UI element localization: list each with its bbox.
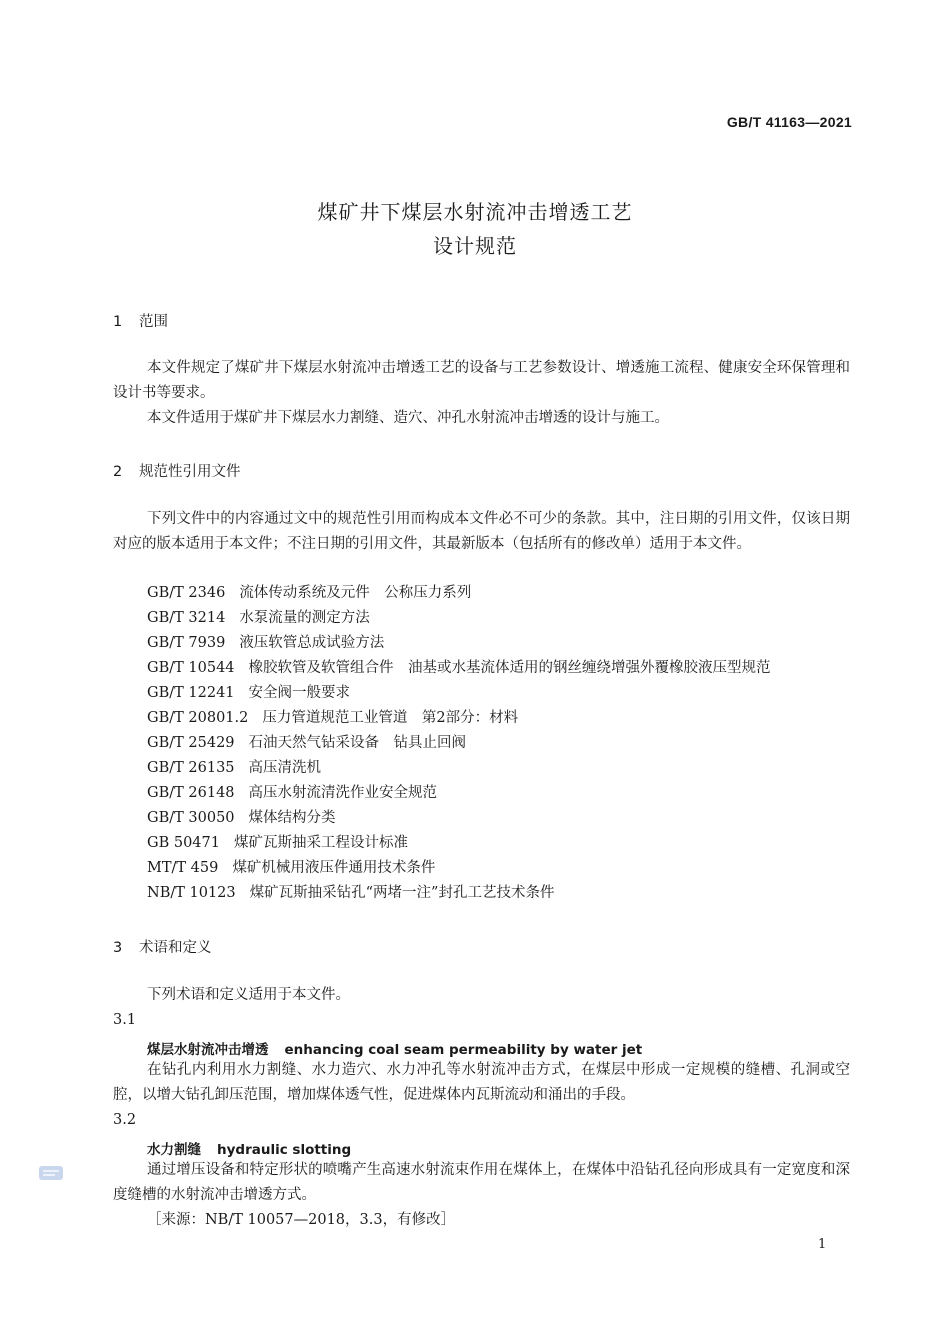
term-en: enhancing coal seam permeability by water jet — [284, 1042, 643, 1058]
reference-item — [147, 856, 435, 881]
reference-item — [147, 781, 437, 806]
reference-title: 压力管道规范工业管道 第2部分：材料 — [262, 710, 519, 726]
reference-item — [147, 881, 554, 906]
reference-code: GB/T 30050 — [147, 810, 235, 826]
reference-item — [147, 581, 471, 606]
section-number: 1 — [113, 314, 123, 330]
reference-code: GB 50471 — [147, 835, 220, 851]
section-1-paragraph-1: 本文件规定了煤矿井下煤层水射流冲击增透工艺的设备与工艺参数设计、增透施工流程、健康安全环保管理和设计书等要求。 — [113, 360, 850, 401]
reference-title: 石油天然气钻采设备 钻具止回阀 — [248, 735, 467, 751]
reference-title: 煤矿机械用液压件通用技术条件 — [232, 860, 436, 876]
reference-code: GB/T 12241 — [147, 685, 235, 701]
reference-code: GB/T 25429 — [147, 735, 235, 751]
term-source-note: ［来源：NB/T 10057—2018，3.3，有修改］ — [147, 1212, 456, 1228]
reference-code: GB/T 20801.2 — [147, 710, 249, 726]
section-1-paragraph-2: 本文件适用于煤矿井下煤层水力割缝、造穴、冲孔水射流冲击增透的设计与施工。 — [147, 410, 669, 426]
document-title-line2: 设计规范 — [433, 234, 517, 258]
reference-item — [147, 706, 518, 731]
reference-item — [147, 731, 466, 756]
reference-title: 高压清洗机 — [248, 760, 322, 776]
clause-number: 3.1 — [113, 1012, 137, 1028]
term-entry — [147, 1038, 642, 1058]
reference-item — [147, 756, 321, 781]
reference-title: 煤矿瓦斯抽采工程设计标准 — [233, 835, 408, 851]
reference-title: 安全阀一般要求 — [248, 685, 351, 701]
section-1-heading — [113, 310, 168, 331]
term-zh: 煤层水射流冲击增透 — [147, 1042, 269, 1058]
clause-number: 3.2 — [113, 1112, 137, 1128]
reference-title: 流体传动系统及元件 公称压力系列 — [239, 585, 472, 601]
section-2-intro: 下列文件中的内容通过文中的规范性引用而构成本文件必不可少的条款。其中，注日期的引用文件，仅该日期对应的版本适用于本文件；不注日期的引用文件，其最新版本（包括所有的修改单）适用于本文件。 — [113, 511, 850, 552]
reference-title: 煤矿瓦斯抽采钻孔“两堵一注”封孔工艺技术条件 — [249, 885, 555, 901]
reference-code: MT/T 459 — [147, 860, 219, 876]
reference-code: GB/T 26135 — [147, 760, 235, 776]
term-entry — [147, 1138, 351, 1158]
section-number: 3 — [113, 940, 123, 956]
term-definition: 通过增压设备和特定形状的喷嘴产生高速水射流束作用在煤体上，在煤体中沿钻孔径向形成具有一定宽度和深度缝槽的水射流冲击增透方式。 — [113, 1162, 850, 1203]
section-3-heading — [113, 936, 212, 957]
term-en: hydraulic slotting — [217, 1142, 352, 1158]
reference-item — [147, 606, 370, 631]
reference-title: 橡胶软管及软管组合件 油基或水基流体适用的钢丝缠绕增强外覆橡胶液压型规范 — [248, 660, 771, 676]
page-number: 1 — [818, 1237, 827, 1252]
reference-item — [147, 656, 771, 681]
reference-code: GB/T 10544 — [147, 660, 235, 676]
term-zh: 水力割缝 — [147, 1142, 201, 1158]
standard-number: GB/T 41163—2021 — [726, 114, 852, 130]
section-title: 术语和定义 — [139, 940, 212, 956]
section-title: 范围 — [139, 314, 168, 330]
reference-title: 液压软管总成试验方法 — [239, 635, 385, 651]
watermark-logo-icon — [38, 1162, 64, 1184]
section-number: 2 — [113, 464, 123, 480]
section-3-intro: 下列术语和定义适用于本文件。 — [147, 987, 350, 1003]
reference-title: 煤体结构分类 — [248, 810, 336, 826]
section-title: 规范性引用文件 — [139, 464, 241, 480]
reference-code: GB/T 7939 — [147, 635, 226, 651]
document-title-line1: 煤矿井下煤层水射流冲击增透工艺 — [317, 200, 633, 224]
reference-code: GB/T 3214 — [147, 610, 226, 626]
section-2-heading — [113, 460, 241, 481]
reference-item — [147, 831, 408, 856]
reference-item — [147, 631, 384, 656]
term-definition: 在钻孔内利用水力割缝、水力造穴、水力冲孔等水射流冲击方式，在煤层中形成一定规模的缝槽、孔洞或空腔，以增大钻孔卸压范围，增加煤体透气性，促进煤体内瓦斯流动和涌出的手段。 — [113, 1062, 850, 1103]
reference-item — [147, 681, 350, 706]
reference-code: GB/T 26148 — [147, 785, 235, 801]
reference-title: 水泵流量的测定方法 — [239, 610, 370, 626]
reference-code: GB/T 2346 — [147, 585, 226, 601]
reference-code: NB/T 10123 — [147, 885, 236, 901]
reference-item — [147, 806, 336, 831]
reference-title: 高压水射流清洗作业安全规范 — [248, 785, 438, 801]
